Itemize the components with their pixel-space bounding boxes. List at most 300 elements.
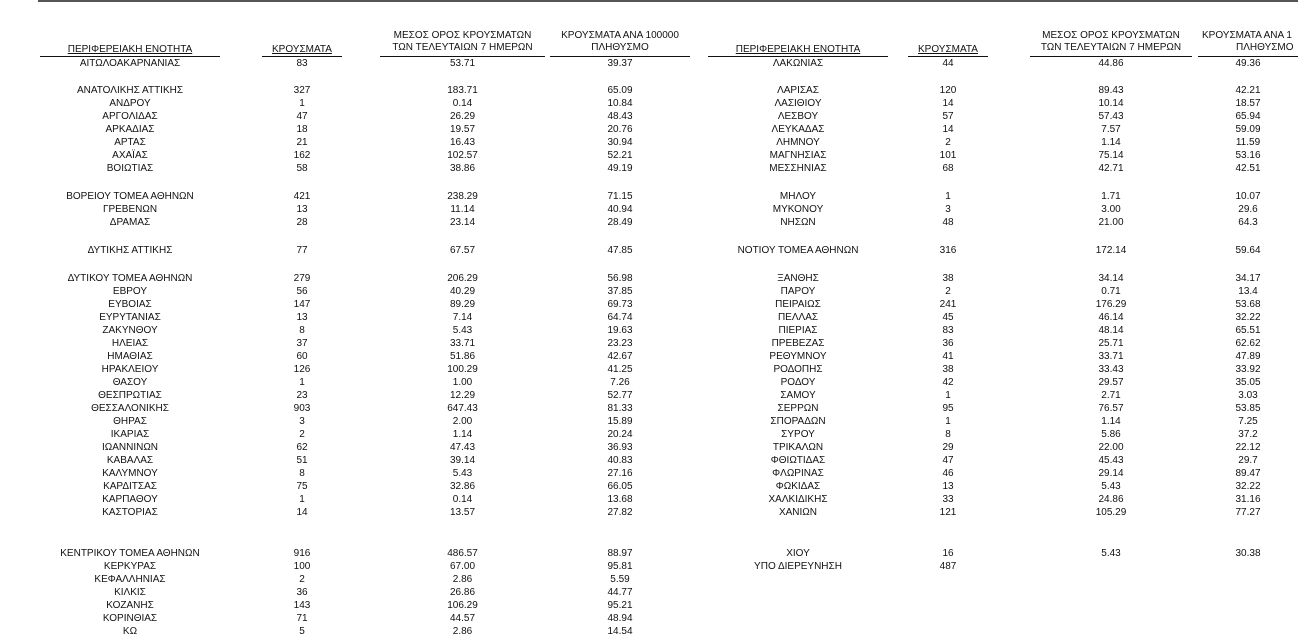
right-avg7-cell: 24.86 <box>1098 494 1124 505</box>
left-per100k-cell: 88.97 <box>607 548 633 559</box>
right-cases-cell: 120 <box>939 85 957 96</box>
left-cases-cell: 13 <box>296 312 308 323</box>
left-region-cell: ΑΝΔΡΟΥ <box>109 98 151 109</box>
left-region-cell: ΒΟΡΕΙΟΥ ΤΟΜΕΑ ΑΘΗΝΩΝ <box>66 191 194 202</box>
left-region-cell: ΘΗΡΑΣ <box>113 416 147 427</box>
left-region-cell: ΕΥΡΥΤΑΝΙΑΣ <box>99 312 161 323</box>
right-avg7-cell: 25.71 <box>1098 338 1124 349</box>
left-region-cell: ΔΡΑΜΑΣ <box>109 217 151 228</box>
left-cases-cell: 83 <box>296 58 308 69</box>
right-cases-cell: 44 <box>942 58 954 69</box>
left-avg7-cell: 206.29 <box>447 273 478 284</box>
right-cases-cell: 2 <box>945 137 951 148</box>
right-cases-cell: 33 <box>942 494 954 505</box>
left-region-cell: ΔΥΤΙΚΗΣ ΑΤΤΙΚΗΣ <box>87 245 173 256</box>
left-cases-cell: 1 <box>299 98 305 109</box>
right-per100k-cell: 30.38 <box>1235 548 1261 559</box>
left-region-cell: ΕΒΡΟΥ <box>112 286 148 297</box>
right-region-cell: ΠΙΕΡΙΑΣ <box>778 325 818 336</box>
left-avg7-cell: 26.86 <box>449 587 476 598</box>
right-avg7-cell: 34.14 <box>1098 273 1124 284</box>
left-cases-cell: 1 <box>299 494 305 505</box>
left-header-per100k-line2: ΠΛΗΘΥΣΜΟ <box>591 42 649 53</box>
left-header-per100k-line1: ΚΡΟΥΣΜΑΤΑ ΑΝΑ 100000 <box>561 30 679 41</box>
left-cases-cell: 8 <box>299 468 305 479</box>
left-cases-cell: 279 <box>293 273 311 284</box>
left-region-cell: ΑΝΑΤΟΛΙΚΗΣ ΑΤΤΙΚΗΣ <box>76 85 184 96</box>
left-region-cell: ΑΙΤΩΛΟΑΚΑΡΝΑΝΙΑΣ <box>79 58 181 69</box>
left-per100k-cell: 40.83 <box>607 455 633 466</box>
left-cases-cell: 14 <box>296 507 308 518</box>
left-cases-cell: 28 <box>296 217 308 228</box>
right-region-cell: ΠΕΛΛΑΣ <box>777 312 819 323</box>
right-region-cell: ΧΑΛΚΙΔΙΚΗΣ <box>768 494 828 505</box>
right-cases-cell: 38 <box>942 273 954 284</box>
left-per100k-cell: 14.54 <box>607 626 633 637</box>
right-cases-cell: 101 <box>939 150 957 161</box>
right-avg7-cell: 7.57 <box>1101 124 1121 135</box>
right-avg7-cell: 33.71 <box>1098 351 1124 362</box>
right-cases-cell: 121 <box>939 507 957 518</box>
left-per100k-cell: 7.26 <box>610 377 630 388</box>
left-per100k-cell: 69.73 <box>607 299 633 310</box>
left-cases-cell: 71 <box>296 613 308 624</box>
right-header-region: ΠΕΡΙΦΕΡΕΙΑΚΗ ΕΝΟΤΗΤΑ <box>708 28 888 57</box>
right-cases-cell: 48 <box>942 217 954 228</box>
right-cases-cell: 57 <box>942 111 954 122</box>
right-cases-cell: 83 <box>942 325 954 336</box>
left-cases-cell: 47 <box>296 111 308 122</box>
left-per100k-cell: 95.81 <box>607 561 633 572</box>
right-region-cell: ΧΑΝΙΩΝ <box>778 507 818 518</box>
right-per100k-cell: 59.09 <box>1235 124 1261 135</box>
right-header-avg7-line2: ΤΩΝ ΤΕΛΕΥΤΑΙΩΝ 7 ΗΜΕΡΩΝ <box>1040 42 1182 53</box>
left-per100k-cell: 41.25 <box>607 364 633 375</box>
right-cases-cell: 1 <box>945 191 951 202</box>
right-region-cell: ΠΕΙΡΑΙΩΣ <box>775 299 821 310</box>
left-avg7-cell: 89.29 <box>449 299 476 310</box>
left-header-region: ΠΕΡΙΦΕΡΕΙΑΚΗ ΕΝΟΤΗΤΑ <box>40 28 220 57</box>
right-region-cell: ΣΑΜΟΥ <box>780 390 816 401</box>
left-per100k-cell: 71.15 <box>607 191 633 202</box>
left-per100k-cell: 66.05 <box>607 481 633 492</box>
right-avg7-cell: 5.43 <box>1101 548 1121 559</box>
right-per100k-cell: 65.94 <box>1235 111 1261 122</box>
left-region-cell: ΖΑΚΥΝΘΟΥ <box>102 325 158 336</box>
left-cases-cell: 18 <box>296 124 308 135</box>
right-region-cell: ΛΗΜΝΟΥ <box>776 137 820 148</box>
right-cases-cell: 8 <box>945 429 951 440</box>
right-avg7-cell: 29.14 <box>1098 468 1124 479</box>
right-region-cell: ΠΑΡΟΥ <box>780 286 816 297</box>
right-cases-cell: 316 <box>939 245 957 256</box>
left-region-cell: ΚΑΣΤΟΡΙΑΣ <box>102 507 158 518</box>
right-region-cell: ΛΑΡΙΣΑΣ <box>777 85 819 96</box>
left-per100k-cell: 44.77 <box>607 587 633 598</box>
right-per100k-cell: 62.62 <box>1235 338 1261 349</box>
left-region-cell: ΚΟΖΑΝΗΣ <box>106 600 154 611</box>
right-per100k-cell: 33.92 <box>1235 364 1261 375</box>
right-avg7-cell: 48.14 <box>1098 325 1124 336</box>
left-cases-cell: 21 <box>296 137 308 148</box>
right-per100k-cell: 77.27 <box>1235 507 1261 518</box>
left-avg7-cell: 2.00 <box>452 416 473 427</box>
right-per100k-cell: 32.22 <box>1235 481 1261 492</box>
right-avg7-cell: 105.29 <box>1095 507 1127 518</box>
right-per100k-cell: 37.2 <box>1238 429 1258 440</box>
right-avg7-cell: 10.14 <box>1098 98 1124 109</box>
right-per100k-cell: 7.25 <box>1238 416 1258 427</box>
left-region-cell: ΙΚΑΡΙΑΣ <box>110 429 150 440</box>
left-avg7-cell: 53.71 <box>449 58 476 69</box>
right-avg7-cell: 44.86 <box>1098 58 1124 69</box>
right-per100k-cell: 47.89 <box>1235 351 1261 362</box>
left-region-cell: ΑΧΑΪΑΣ <box>112 150 148 161</box>
right-cases-cell: 3 <box>945 204 951 215</box>
left-avg7-cell: 67.57 <box>449 245 476 256</box>
right-region-cell: ΡΟΔΟΥ <box>780 377 816 388</box>
left-region-cell: ΚΕΝΤΡΙΚΟΥ ΤΟΜΕΑ ΑΘΗΝΩΝ <box>60 548 200 559</box>
left-region-cell: ΚΕΦΑΛΛΗΝΙΑΣ <box>94 574 166 585</box>
right-cases-cell: 29 <box>942 442 954 453</box>
left-per100k-cell: 27.82 <box>607 507 633 518</box>
left-avg7-cell: 11.14 <box>450 204 475 215</box>
right-cases-cell: 42 <box>942 377 954 388</box>
right-per100k-cell: 13.4 <box>1238 286 1258 297</box>
left-cases-cell: 162 <box>293 150 311 161</box>
left-per100k-cell: 27.16 <box>607 468 633 479</box>
right-per100k-cell: 18.57 <box>1235 98 1261 109</box>
right-avg7-cell <box>1030 560 1192 573</box>
left-per100k-cell: 49.19 <box>607 163 633 174</box>
right-avg7-cell: 21.00 <box>1098 217 1124 228</box>
left-avg7-cell: 5.43 <box>452 468 473 479</box>
left-per100k-cell: 23.23 <box>607 338 633 349</box>
right-cases-cell: 46 <box>942 468 954 479</box>
right-avg7-cell: 172.14 <box>1095 245 1127 256</box>
left-region-cell: ΚΑΛΥΜΝΟΥ <box>102 468 158 479</box>
left-per100k-cell: 13.68 <box>607 494 633 505</box>
right-region-cell: ΦΘΙΩΤΙΔΑΣ <box>770 455 826 466</box>
left-cases-cell: 421 <box>293 191 311 202</box>
left-per100k-cell: 20.24 <box>607 429 633 440</box>
left-cases-cell: 916 <box>293 548 311 559</box>
left-avg7-cell: 238.29 <box>447 191 478 202</box>
right-cases-cell: 41 <box>942 351 954 362</box>
left-avg7-cell: 7.14 <box>452 312 473 323</box>
left-region-cell: ΗΜΑΘΙΑΣ <box>107 351 153 362</box>
right-avg7-cell: 176.29 <box>1095 299 1127 310</box>
right-region-cell: ΝΟΤΙΟΥ ΤΟΜΕΑ ΑΘΗΝΩΝ <box>737 245 859 256</box>
right-avg7-cell: 3.00 <box>1101 204 1121 215</box>
right-per100k-cell: 31.16 <box>1235 494 1261 505</box>
left-per100k-cell: 40.94 <box>607 204 633 215</box>
left-per100k-cell: 37.85 <box>607 286 633 297</box>
left-per100k-cell: 48.43 <box>607 111 633 122</box>
left-header-per100k <box>550 28 690 57</box>
left-cases-cell: 36 <box>296 587 308 598</box>
right-avg7-cell: 45.43 <box>1098 455 1124 466</box>
right-region-cell: ΣΥΡΟΥ <box>781 429 815 440</box>
left-per100k-cell: 10.84 <box>607 98 633 109</box>
right-region-cell: ΛΕΥΚΑΔΑΣ <box>771 124 825 135</box>
right-region-cell: ΜΥΚΟΝΟΥ <box>772 204 824 215</box>
left-cases-cell: 100 <box>293 561 311 572</box>
right-cases-cell: 47 <box>942 455 954 466</box>
left-per100k-cell: 19.63 <box>607 325 633 336</box>
right-per100k-cell: 42.21 <box>1235 85 1261 96</box>
left-per100k-cell: 42.67 <box>607 351 633 362</box>
right-region-cell: ΠΡΕΒΕΖΑΣ <box>771 338 825 349</box>
right-per100k-cell: 29.6 <box>1238 204 1258 215</box>
left-header-avg7-line1: ΜΕΣΟΣ ΟΡΟΣ ΚΡΟΥΣΜΑΤΩΝ <box>393 30 532 41</box>
left-per100k-cell: 30.94 <box>607 137 633 148</box>
right-avg7-cell: 5.43 <box>1101 481 1121 492</box>
left-region-cell: ΚΙΛΚΙΣ <box>114 587 146 598</box>
right-per100k-cell: 53.68 <box>1235 299 1261 310</box>
right-avg7-cell: 33.43 <box>1098 364 1124 375</box>
left-avg7-cell: 38.86 <box>449 163 476 174</box>
right-avg7-cell: 89.43 <box>1098 85 1124 96</box>
left-region-cell: ΘΑΣΟΥ <box>112 377 148 388</box>
right-per100k-cell: 10.07 <box>1235 191 1261 202</box>
left-cases-cell: 37 <box>296 338 308 349</box>
left-cases-cell: 1 <box>299 377 305 388</box>
left-avg7-cell: 40.29 <box>449 286 476 297</box>
left-avg7-cell: 0.14 <box>452 98 473 109</box>
right-region-cell: ΦΩΚΙΔΑΣ <box>775 481 821 492</box>
left-per100k-cell: 81.33 <box>607 403 633 414</box>
left-region-cell: ΔΥΤΙΚΟΥ ΤΟΜΕΑ ΑΘΗΝΩΝ <box>67 273 193 284</box>
right-cases-cell: 1 <box>945 416 951 427</box>
right-per100k-cell: 32.22 <box>1235 312 1261 323</box>
left-avg7-cell: 44.57 <box>449 613 476 624</box>
right-avg7-cell: 22.00 <box>1098 442 1124 453</box>
left-cases-cell: 62 <box>296 442 308 453</box>
right-per100k-cell: 64.3 <box>1238 217 1258 228</box>
left-per100k-cell: 20.76 <box>607 124 633 135</box>
left-cases-cell: 8 <box>299 325 305 336</box>
right-header-per100k <box>1198 28 1298 57</box>
left-per100k-cell: 52.21 <box>607 150 633 161</box>
right-cases-cell: 95 <box>942 403 954 414</box>
left-region-cell: ΚΑΡΠΑΘΟΥ <box>102 494 158 505</box>
right-region-cell: ΛΑΣΙΘΙΟΥ <box>774 98 822 109</box>
left-cases-cell: 327 <box>293 85 311 96</box>
right-region-cell: ΡΟΔΟΠΗΣ <box>773 364 823 375</box>
right-avg7-cell: 46.14 <box>1098 312 1124 323</box>
left-per100k-cell: 56.98 <box>607 273 633 284</box>
right-header-per100k-line2: ΠΛΗΘΥΣΜΟ <box>1236 42 1294 53</box>
left-cases-cell: 2 <box>299 429 305 440</box>
left-header-avg7 <box>380 28 545 57</box>
right-per100k-cell: 53.85 <box>1235 403 1261 414</box>
left-region-cell: ΓΡΕΒΕΝΩΝ <box>102 204 158 215</box>
right-region-cell: ΣΠΟΡΑΔΩΝ <box>770 416 826 427</box>
left-region-cell: ΚΟΡΙΝΘΙΑΣ <box>102 613 158 624</box>
right-per100k-cell: 22.12 <box>1235 442 1261 453</box>
left-avg7-cell: 2.86 <box>452 626 473 637</box>
right-cases-cell: 45 <box>942 312 954 323</box>
left-region-cell: ΚΕΡΚΥΡΑΣ <box>103 561 157 572</box>
right-region-cell: ΦΛΩΡΙΝΑΣ <box>772 468 824 479</box>
left-avg7-cell: 19.57 <box>449 124 476 135</box>
left-cases-cell: 77 <box>296 245 308 256</box>
left-avg7-cell: 102.57 <box>447 150 478 161</box>
right-cases-cell: 487 <box>939 561 957 572</box>
right-avg7-cell: 76.57 <box>1098 403 1124 414</box>
right-per100k-cell: 34.17 <box>1235 273 1261 284</box>
left-cases-cell: 23 <box>296 390 308 401</box>
left-avg7-cell: 0.14 <box>452 494 473 505</box>
left-avg7-cell: 32.86 <box>449 481 476 492</box>
left-region-cell: ΗΡΑΚΛΕΙΟΥ <box>101 364 159 375</box>
right-region-cell: ΧΙΟΥ <box>786 548 810 559</box>
left-avg7-cell: 106.29 <box>447 600 478 611</box>
left-avg7-cell: 1.00 <box>452 377 473 388</box>
left-avg7-cell: 647.43 <box>447 403 478 414</box>
right-region-cell: ΜΗΛΟΥ <box>779 191 817 202</box>
left-avg7-cell: 47.43 <box>449 442 476 453</box>
right-per100k-cell <box>1198 560 1298 573</box>
right-header-avg7-line1: ΜΕΣΟΣ ΟΡΟΣ ΚΡΟΥΣΜΑΤΩΝ <box>1042 30 1180 41</box>
left-region-cell: ΒΟΙΩΤΙΑΣ <box>106 163 154 174</box>
left-per100k-cell: 65.09 <box>607 85 633 96</box>
left-cases-cell: 126 <box>293 364 311 375</box>
left-avg7-cell: 67.00 <box>449 561 476 572</box>
left-region-cell: ΚΩ <box>122 626 138 637</box>
left-avg7-cell: 16.43 <box>449 137 476 148</box>
left-per100k-cell: 28.49 <box>607 217 633 228</box>
right-cases-cell: 36 <box>942 338 954 349</box>
right-header-cases: ΚΡΟΥΣΜΑΤΑ <box>908 28 988 57</box>
right-region-cell: ΛΑΚΩΝΙΑΣ <box>772 58 824 69</box>
left-avg7-cell: 100.29 <box>447 364 478 375</box>
left-per100k-cell: 39.37 <box>607 58 633 69</box>
left-region-cell: ΑΡΤΑΣ <box>114 137 146 148</box>
right-avg7-cell: 2.71 <box>1101 390 1121 401</box>
left-per100k-cell: 64.74 <box>607 312 633 323</box>
left-avg7-cell: 12.29 <box>449 390 476 401</box>
right-region-cell: ΜΕΣΣΗΝΙΑΣ <box>769 163 827 174</box>
right-avg7-cell: 29.57 <box>1098 377 1124 388</box>
left-region-cell: ΑΡΚΑΔΙΑΣ <box>105 124 155 135</box>
left-cases-cell: 60 <box>296 351 308 362</box>
right-per100k-cell: 3.03 <box>1238 390 1258 401</box>
right-per100k-cell: 49.36 <box>1235 58 1261 69</box>
left-avg7-cell: 2.86 <box>452 574 473 585</box>
top-border-line <box>38 0 1298 2</box>
left-avg7-cell: 26.29 <box>449 111 476 122</box>
left-region-cell: ΘΕΣΣΑΛΟΝΙΚΗΣ <box>91 403 169 414</box>
right-cases-cell: 68 <box>942 163 954 174</box>
right-cases-cell: 38 <box>942 364 954 375</box>
left-per100k-cell: 95.21 <box>607 600 633 611</box>
left-cases-cell: 903 <box>293 403 311 414</box>
left-avg7-cell: 13.57 <box>449 507 476 518</box>
left-per100k-cell: 36.93 <box>607 442 633 453</box>
right-avg7-cell: 1.71 <box>1101 191 1121 202</box>
left-avg7-cell: 39.14 <box>449 455 476 466</box>
right-avg7-cell: 57.43 <box>1098 111 1124 122</box>
right-region-cell: ΛΕΣΒΟΥ <box>777 111 819 122</box>
left-cases-cell: 3 <box>299 416 305 427</box>
right-per100k-cell: 59.64 <box>1235 245 1261 256</box>
right-cases-cell: 16 <box>942 548 954 559</box>
left-avg7-cell: 1.14 <box>452 429 473 440</box>
right-header-per100k-line1: ΚΡΟΥΣΜΑΤΑ ΑΝΑ 1 <box>1202 30 1292 41</box>
left-cases-cell: 51 <box>296 455 308 466</box>
right-per100k-cell: 65.51 <box>1235 325 1261 336</box>
right-per100k-cell: 89.47 <box>1235 468 1261 479</box>
left-region-cell: ΕΥΒΟΙΑΣ <box>108 299 152 310</box>
left-region-cell: ΑΡΓΟΛΙΔΑΣ <box>102 111 158 122</box>
left-avg7-cell: 33.71 <box>449 338 476 349</box>
left-per100k-cell: 52.77 <box>607 390 633 401</box>
right-header-avg7 <box>1030 28 1192 57</box>
left-avg7-cell: 5.43 <box>452 325 473 336</box>
right-avg7-cell: 5.86 <box>1101 429 1121 440</box>
right-per100k-cell: 35.05 <box>1235 377 1261 388</box>
right-avg7-cell: 1.14 <box>1101 137 1121 148</box>
right-avg7-cell: 42.71 <box>1098 163 1124 174</box>
right-cases-cell: 2 <box>945 286 951 297</box>
right-region-cell: ΡΕΘΥΜΝΟΥ <box>769 351 827 362</box>
right-per100k-cell: 53.16 <box>1235 150 1261 161</box>
left-header-cases: ΚΡΟΥΣΜΑΤΑ <box>262 28 342 57</box>
left-region-cell: ΙΩΑΝΝΙΝΩΝ <box>101 442 159 453</box>
left-region-cell: ΚΑΒΑΛΑΣ <box>106 455 154 466</box>
right-cases-cell: 14 <box>942 98 954 109</box>
left-avg7-cell: 23.14 <box>449 217 476 228</box>
right-cases-cell: 1 <box>945 390 951 401</box>
right-region-cell: ΤΡΙΚΑΛΩΝ <box>772 442 824 453</box>
left-cases-cell: 58 <box>296 163 308 174</box>
left-cases-cell: 5 <box>299 626 305 637</box>
left-region-cell: ΚΑΡΔΙΤΣΑΣ <box>103 481 157 492</box>
right-per100k-cell: 42.51 <box>1235 163 1261 174</box>
left-region-cell: ΗΛΕΙΑΣ <box>111 338 149 349</box>
left-cases-cell: 56 <box>296 286 308 297</box>
left-region-cell: ΘΕΣΠΡΩΤΙΑΣ <box>98 390 162 401</box>
left-cases-cell: 13 <box>296 204 308 215</box>
right-avg7-cell: 1.14 <box>1101 416 1121 427</box>
left-per100k-cell: 47.85 <box>607 245 633 256</box>
left-per100k-cell: 5.59 <box>610 574 630 585</box>
left-per100k-cell: 15.89 <box>607 416 633 427</box>
left-cases-cell: 75 <box>296 481 308 492</box>
right-per100k-cell: 11.59 <box>1235 137 1261 148</box>
left-cases-cell: 147 <box>293 299 311 310</box>
right-cases-cell: 13 <box>942 481 954 492</box>
right-cases-cell: 14 <box>942 124 954 135</box>
left-avg7-cell: 486.57 <box>447 548 478 559</box>
right-per100k-cell: 29.7 <box>1238 455 1258 466</box>
right-avg7-cell: 75.14 <box>1098 150 1124 161</box>
right-region-cell: ΜΑΓΝΗΣΙΑΣ <box>769 150 827 161</box>
right-avg7-cell: 0.71 <box>1101 286 1121 297</box>
left-header-avg7-line2: ΤΩΝ ΤΕΛΕΥΤΑΙΩΝ 7 ΗΜΕΡΩΝ <box>392 42 533 53</box>
right-cases-cell: 241 <box>939 299 957 310</box>
right-region-cell: ΝΗΣΩΝ <box>780 217 816 228</box>
left-avg7-cell: 51.86 <box>449 351 476 362</box>
right-region-cell: ΣΕΡΡΩΝ <box>777 403 819 414</box>
left-cases-cell: 143 <box>293 600 311 611</box>
right-region-cell: ΞΑΝΘΗΣ <box>777 273 819 284</box>
left-cases-cell: 2 <box>299 574 305 585</box>
left-per100k-cell: 48.94 <box>607 613 633 624</box>
right-region-cell: ΥΠΟ ΔΙΕΡΕΥΝΗΣΗ <box>754 561 842 572</box>
